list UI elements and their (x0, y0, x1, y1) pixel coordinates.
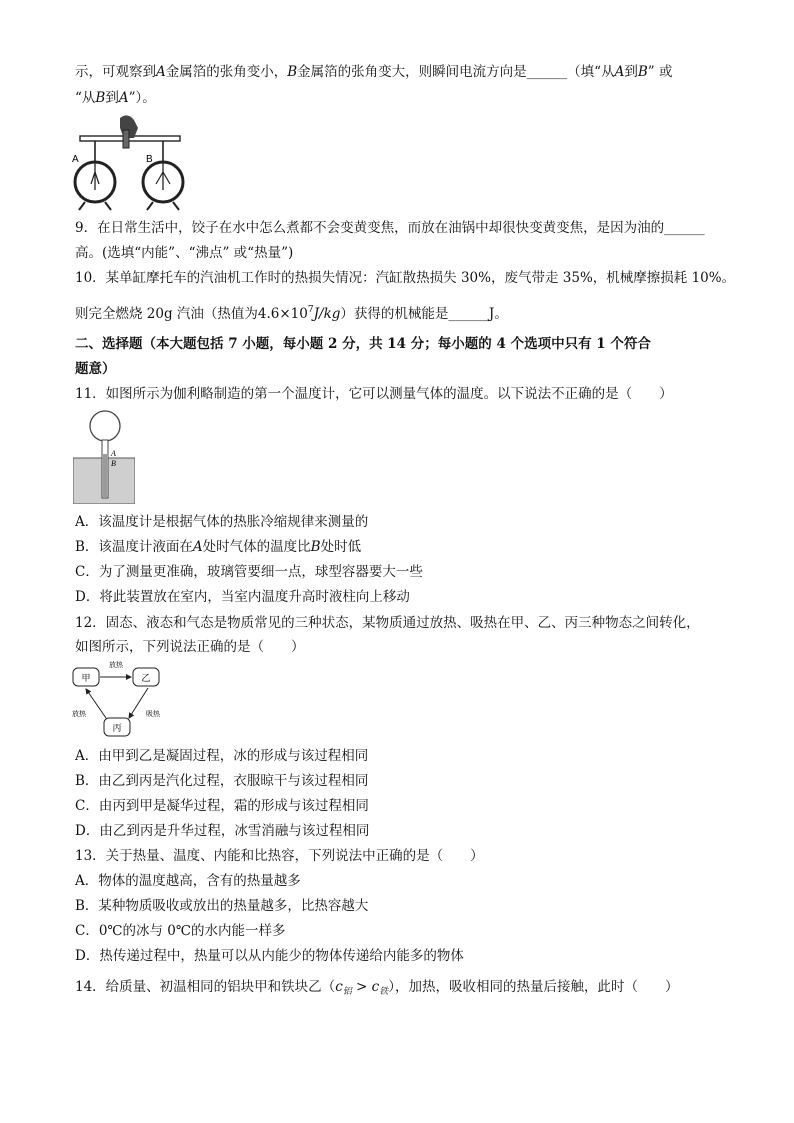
q11-option-a: A．该温度计是根据气体的热胀冷缩规律来测量的 (75, 514, 369, 530)
heat-value: 4.6×10 (257, 306, 308, 322)
node-yi-label: 乙 (141, 674, 151, 684)
var-a: A (156, 64, 166, 80)
text-seg: 则完全燃烧 20g 汽油（热值为 (75, 306, 258, 322)
glass-bulb (90, 411, 120, 441)
q12-option-a: A．由甲到乙是凝固过程，冰的形成与该过程相同 (75, 748, 369, 764)
text-seg: 处时气体的温度比 (202, 539, 311, 555)
text-seg: 金属箔的张角变大，则瞬间电流方向是______（填“从 (297, 64, 615, 80)
section-title-line2: 题意） (75, 361, 116, 377)
var-b: B (95, 90, 106, 106)
q12-option-b: B．由乙到丙是汽化过程，衣服晾干与该过程相同 (75, 773, 369, 789)
var-a: A (614, 64, 625, 80)
text-seg: “从 (75, 90, 96, 106)
q9-line1: 9．在日常生活中，饺子在水中怎么煮都不会变黄变焦，而放在油锅中却很快变黄变焦，是因为油的______ (75, 220, 705, 236)
c-symbol: c (371, 979, 380, 995)
text-seg: 14．给质量、初温相同的铝块甲和铁块乙（ (75, 979, 336, 995)
q10-line2 (75, 300, 508, 324)
q11-option-b (75, 537, 361, 557)
q11-option-d: D．将此装置放在室内，当室内温度升高时液柱向上移动 (75, 589, 410, 605)
q12-stem-line2: 如图所示，下列说法正确的是（ ） (75, 639, 305, 655)
edge-label-right: 吸热 (146, 710, 160, 718)
q12-stem-line1: 12．固态、液态和气态是物质常见的三种状态，某物质通过放热、吸热在甲、乙、丙三种物态之间转化， (75, 615, 700, 631)
var-a: A (118, 90, 129, 106)
text-seg: ”）。 (128, 90, 156, 106)
insulated-handle (123, 130, 129, 148)
q13-option-a: A．物体的温度越高，含有的热量越多 (75, 873, 301, 889)
q13-option-d: D．热传递过程中，热量可以从内能少的物体传递给内能多的物体 (75, 948, 464, 964)
label-b: B (146, 154, 153, 165)
text-seg: ），加热，吸收相同的热量后接触，此时（ ） (388, 979, 679, 995)
q12-option-d: D．由乙到丙是升华过程，冰雪消融与该过程相同 (75, 823, 370, 839)
c-symbol: c (335, 979, 343, 995)
node-jia-label: 甲 (81, 674, 91, 684)
greater-than: > (351, 979, 372, 995)
c-subscript-al: 铝 (342, 987, 352, 997)
text-seg: 处时低 (320, 539, 362, 555)
label-b: B (111, 459, 116, 468)
edge-label-top: 放热 (109, 661, 123, 669)
var-a: A (192, 539, 203, 555)
q13-stem: 13．关于热量、温度、内能和比热容，下列说法中正确的是（ ） (75, 848, 484, 864)
label-a: A (111, 449, 116, 458)
q11-option-c: C．为了测量更准确，玻璃管要细一点，球型容器要大一些 (75, 564, 423, 580)
electroscope-figure (70, 112, 190, 212)
phase-diagram (70, 660, 170, 740)
heat-unit: J/kg (313, 306, 341, 322)
q10-line1: 10．某单缸摩托车的汽油机工作时的热损失情况：汽缸散热损失 30%，废气带走 35%，机械摩擦损耗 10%。 (75, 270, 736, 286)
heat-exponent: 7 (307, 305, 314, 315)
text-seg: 示，可观察到 (75, 64, 156, 80)
node-bing-label: 丙 (112, 724, 122, 734)
q9-line2: 高。(选填“内能”、“沸点” 或“热量”) (75, 245, 294, 261)
label-a: A (72, 154, 79, 165)
section-title-line1: 二、选择题（本大题包括 7 小题，每小题 2 分，共 14 分；每小题的 4 个选项中只有 1 个符合 (75, 336, 651, 352)
var-b: B (310, 539, 321, 555)
text-seg: ）获得的机械能是______J。 (340, 306, 508, 322)
q11-stem: 11．如图所示为伽利略制造的第一个温度计，它可以测量气体的温度。以下说法不正确的是（ ） (75, 386, 673, 402)
thermometer-figure (73, 410, 135, 504)
text-seg: 金属箔的张角变小， (165, 64, 288, 80)
q13-option-b: B．某种物质吸收或放出的热量越多，比热容越大 (75, 898, 369, 914)
text-seg: 到 (105, 90, 119, 106)
var-b: B (287, 64, 298, 80)
q12-option-c: C．由丙到甲是凝华过程，霜的形成与该过程相同 (75, 798, 369, 814)
q13-option-c: C．0℃的冰与 0℃的水内能一样多 (75, 923, 286, 939)
text-seg: ” 或 (647, 64, 673, 80)
q14-stem (75, 977, 679, 1002)
c-subscript-fe: 铁 (379, 987, 389, 997)
arrow-bing-to-jia (86, 689, 106, 718)
edge-label-left: 放热 (72, 710, 86, 718)
var-b: B (637, 64, 648, 80)
text-seg: 到 (624, 64, 638, 80)
q8-text-line2 (75, 88, 156, 108)
q8-text-line1 (75, 62, 672, 82)
text-seg: B．该温度计液面在 (75, 539, 193, 555)
